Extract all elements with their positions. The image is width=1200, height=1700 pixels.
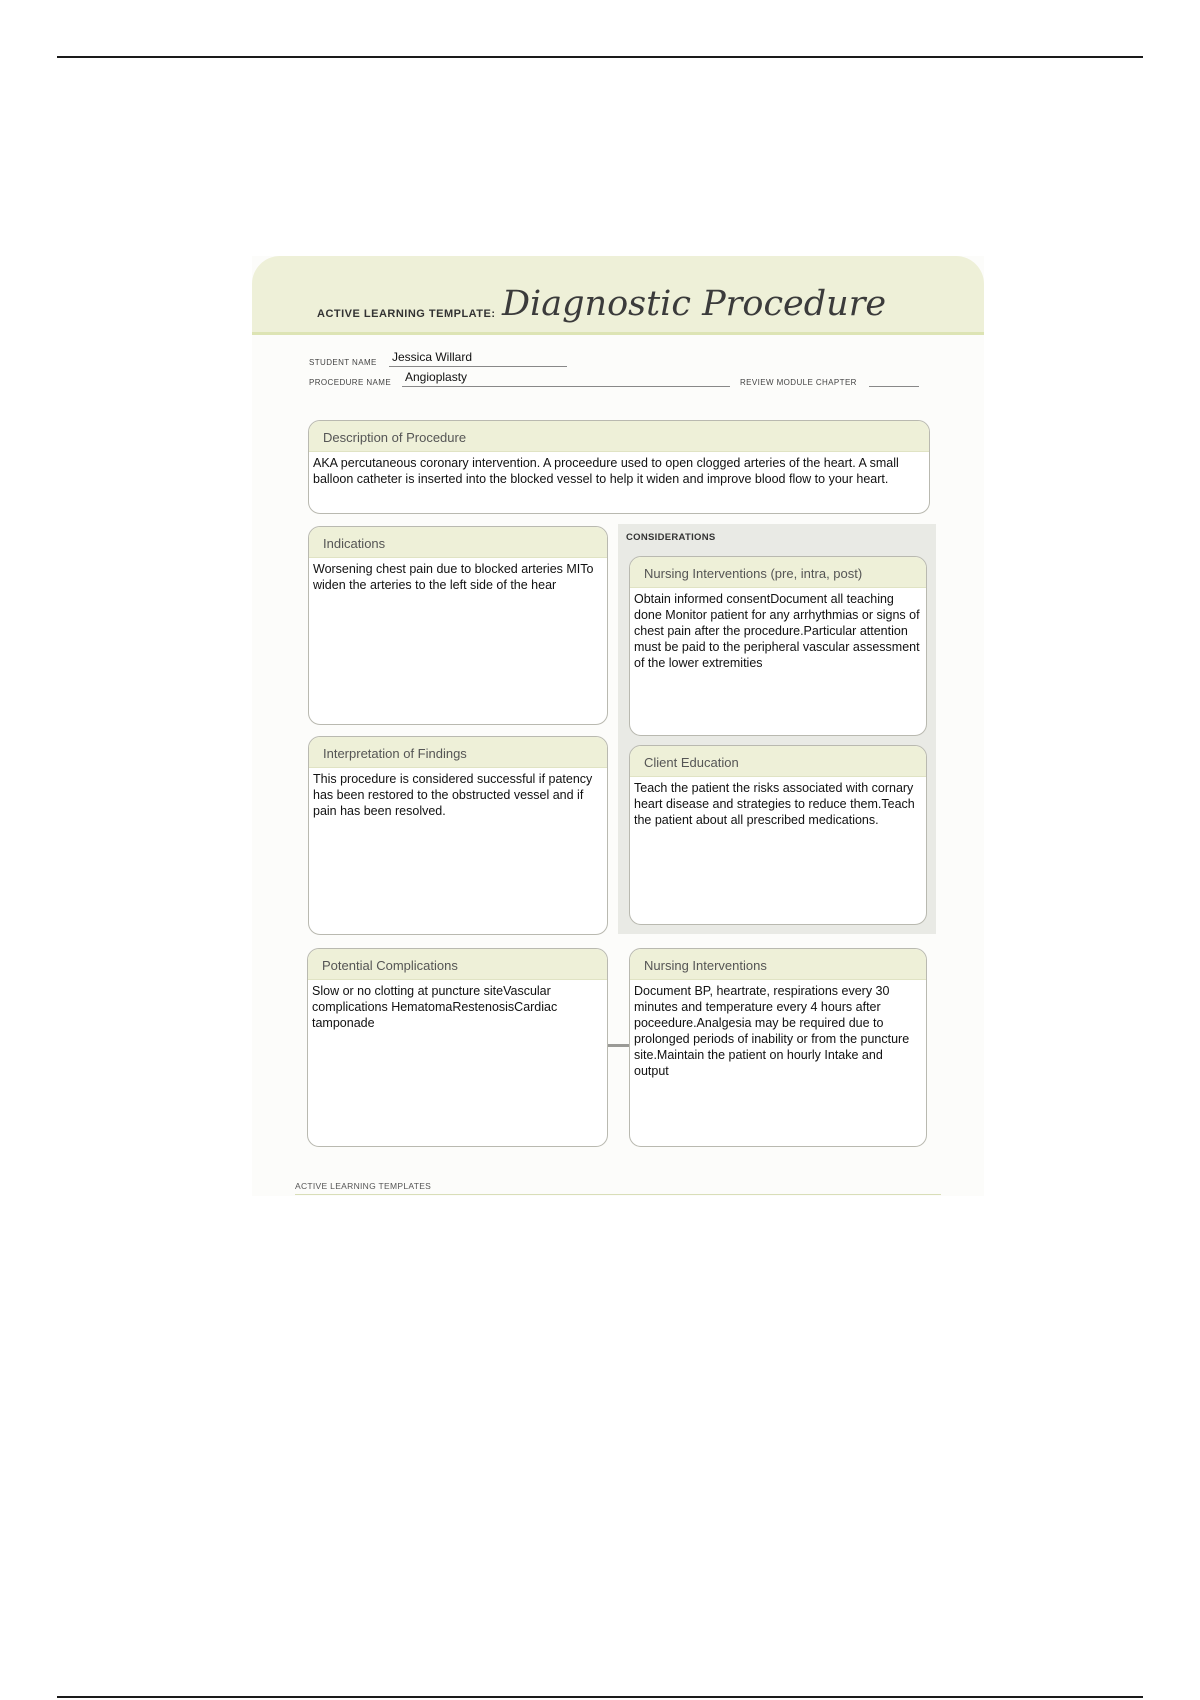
indications-box[interactable] xyxy=(308,526,608,725)
client-education-title: Client Education xyxy=(630,746,926,777)
client-education-box[interactable] xyxy=(629,745,927,925)
interpretation-text: This procedure is considered successful if patency has been restored to the obstructed vessel and if pain has been resolved. xyxy=(313,772,593,818)
nursing-interventions-pre-title: Nursing Interventions (pre, intra, post) xyxy=(630,557,926,588)
complications-text: Slow or no clotting at puncture siteVascular complications HematomaRestenosisCardiac tamponade xyxy=(312,984,558,1030)
nursing-interventions-title: Nursing Interventions xyxy=(630,949,926,980)
considerations-label: CONSIDERATIONS xyxy=(626,532,716,543)
review-module-underline xyxy=(869,386,919,387)
footer-line xyxy=(295,1194,941,1195)
description-text: AKA percutaneous coronary intervention. A proceedure used to open clogged arteries of the heart. A small balloon catheter is inserted into the blocked vessel to help it widen and improve blood flow to your heart. xyxy=(313,456,899,486)
top-divider xyxy=(57,56,1143,58)
active-learning-template-sheet xyxy=(252,256,984,1196)
student-name-value[interactable]: Jessica Willard xyxy=(392,350,473,364)
procedure-name-underline xyxy=(402,386,730,387)
indications-title: Indications xyxy=(309,527,607,558)
template-title: Diagnostic Procedure xyxy=(502,284,887,324)
nursing-interventions-text: Document BP, heartrate, respirations every 30 minutes and temperature every 4 hours after poceedure.Analgesia may be required due to prolonged periods of inability or from the puncture site.Maintain the patient on hourly Intake and output xyxy=(634,984,910,1078)
procedure-name-value[interactable]: Angioplasty xyxy=(405,370,468,384)
description-title: Description of Procedure xyxy=(309,421,929,452)
student-name-underline xyxy=(389,366,567,367)
box-connector xyxy=(608,1044,630,1047)
description-box[interactable] xyxy=(308,420,930,514)
template-header-label: ACTIVE LEARNING TEMPLATE: xyxy=(317,308,496,320)
bottom-divider xyxy=(57,1696,1143,1698)
template-header xyxy=(252,256,984,335)
review-module-label: REVIEW MODULE CHAPTER xyxy=(740,378,857,387)
client-education-text: Teach the patient the risks associated with cornary heart disease and strategies to reduce them.Teach the patient about all prescribed medications. xyxy=(634,781,915,827)
nursing-interventions-pre-box[interactable] xyxy=(629,556,927,736)
interpretation-title: Interpretation of Findings xyxy=(309,737,607,768)
nursing-interventions-box[interactable] xyxy=(629,948,927,1147)
complications-title: Potential Complications xyxy=(308,949,607,980)
nursing-interventions-pre-text: Obtain informed consentDocument all teaching done Monitor patient for any arrhythmias or signs of chest pain after the procedure.Particular attention must be paid to the peripheral vascular assessment of the lower extremities xyxy=(634,592,920,670)
indications-text: Worsening chest pain due to blocked arteries MITo widen the arteries to the left side of the hear xyxy=(313,562,594,592)
student-name-label: STUDENT NAME xyxy=(309,358,377,367)
interpretation-box[interactable] xyxy=(308,736,608,935)
complications-box[interactable] xyxy=(307,948,608,1147)
procedure-name-label: PROCEDURE NAME xyxy=(309,378,392,387)
footer-label: ACTIVE LEARNING TEMPLATES xyxy=(295,1181,432,1191)
